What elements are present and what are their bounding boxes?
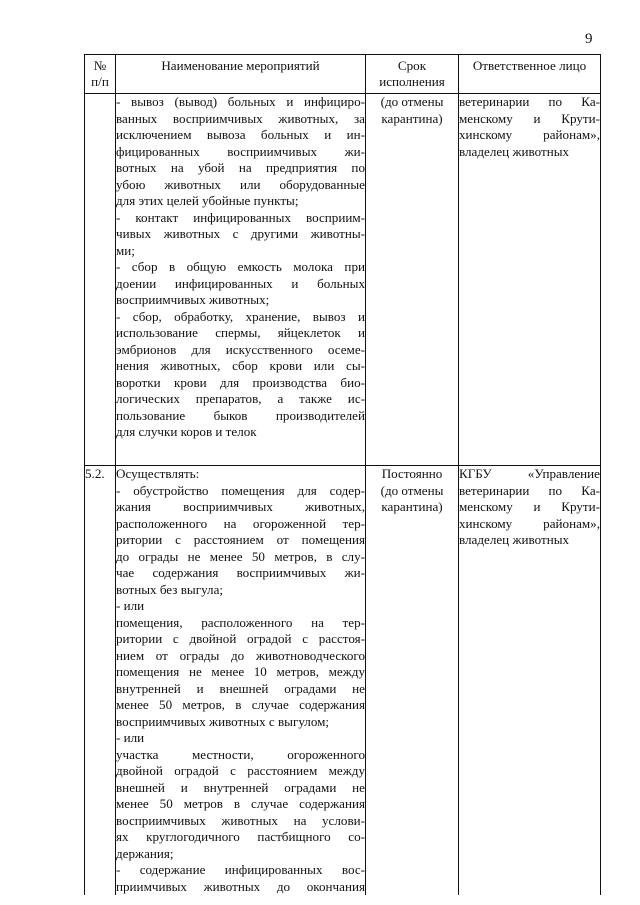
- measure-responsible: КГБУ «Управление ветеринарии по Ка- менскому и Крути- хинскому районам», владелец животных: [459, 466, 601, 896]
- header-name: Наименование мероприятий: [116, 55, 366, 94]
- table-row: [85, 94, 601, 466]
- table-header-row: [85, 55, 601, 94]
- page-number: 9: [585, 31, 593, 47]
- measure-term: (до отмены карантина): [366, 94, 459, 466]
- measure-name: Осуществлять: - обустройство помещения для содер- жания восприимчивых животных, расположенного на огороженной тер- ритории с расстоянием от помещения до ограды не менее 50 метров, в слу- чае содержания восприимчивых жи- вотных без выгула; - или помещения, расположенного на тер- ритории с двойной оградой с расстоя- нием от ограды до животноводческого помещения не менее 10 метров, между внутренней и внешней оградами не менее 50 метров, в случае содержания восприимчивых животных с выгулом; - или участка местности, огороженного двойной оградой с расстоянием между внешней и внутренней оградами не менее 50 метров в случае содержания восприимчивых животных на услови- ях круглогодичного пастбищного со- держания; - содержание инфицированных вос- приимчивых животных до окончания: [116, 466, 365, 894]
- measures-table: [84, 54, 601, 895]
- measure-term: Постоянно (до отмены карантина): [366, 466, 459, 896]
- header-num: № п/п: [85, 55, 116, 94]
- row-number: 5.2.: [85, 466, 116, 896]
- measure-responsible: ветеринарии по Ка- менскому и Крути- хинскому районам», владелец животных: [459, 94, 601, 466]
- row-number: [85, 94, 116, 466]
- measure-name: - вывоз (вывод) больных и инфициро- ванных восприимчивых животных, за исключением вывоза больных и ин- фицированных восприимчивых жи- вотных на убой на предприятия по убою животных или оборудованные для этих целей убойные пункты; - контакт инфицированных восприим- чивых животных с другими животны- ми; - сбор в общую емкость молока при доении инфицированных и больных восприимчивых животных; - сбор, обработку, хранение, вывоз и использование спермы, яйцеклеток и эмбрионов для искусственного осеме- нения животных, сбор крови или сы- воротки крови для производства био- логических препаратов, а также ис- пользование быков производителей для случки коров и телок: [116, 94, 366, 466]
- table-row: [85, 466, 601, 896]
- header-term: Срок исполнения: [366, 55, 459, 94]
- header-responsible: Ответственное лицо: [459, 55, 601, 94]
